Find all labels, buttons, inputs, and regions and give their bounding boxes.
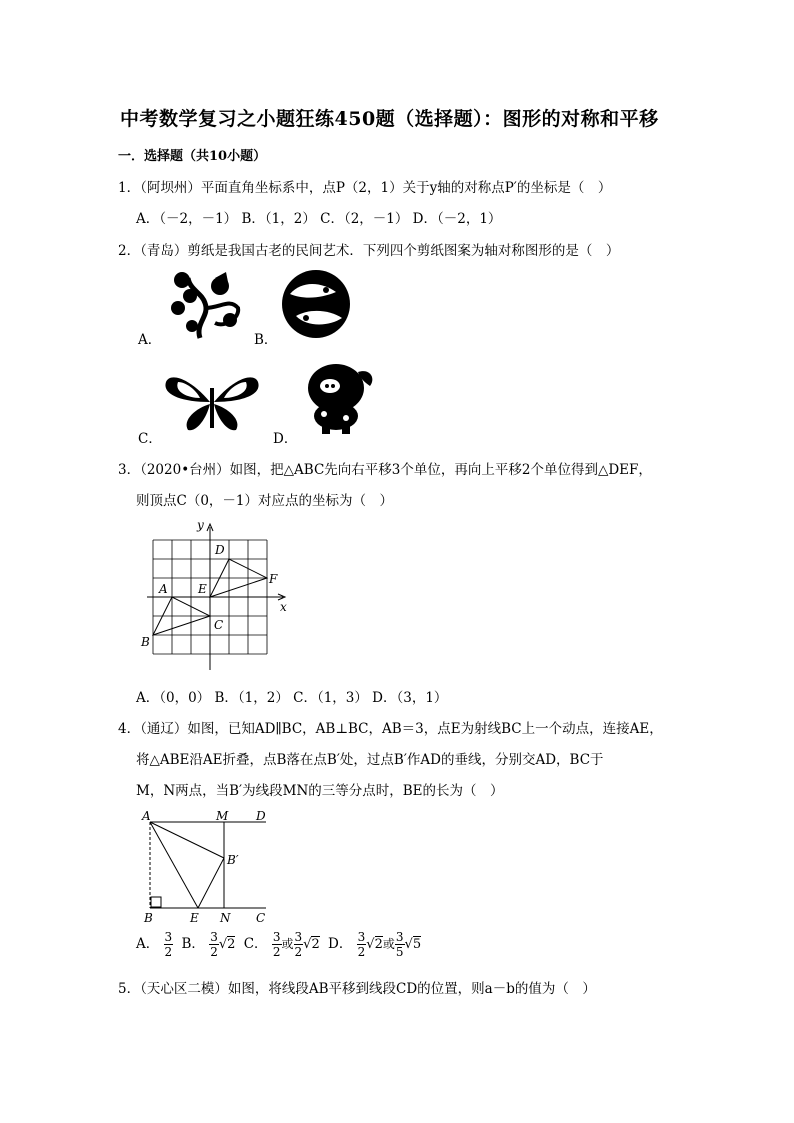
question-2-label-c: C．: [138, 431, 162, 447]
fig3-label-f: F: [269, 572, 278, 586]
fig4-label-b-prime: B′: [227, 853, 239, 867]
q4-option-b-fraction: $\frac{3}{2}$: [210, 930, 218, 959]
fig4-label-c: C: [256, 911, 266, 924]
q4-option-d-fraction-1: $\frac{3}{2}$: [357, 930, 366, 959]
q4-option-a-label: A．: [136, 936, 160, 952]
fig4-label-n: N: [220, 911, 231, 924]
paper-cut-fish-circle-image: [278, 268, 354, 340]
question-1-options: A．（－2，－1） B．（1，2） C．（2，－1） D．（－2，1）: [136, 211, 502, 227]
q4-option-c-label: C．: [243, 936, 268, 952]
fig3-label-b: B: [141, 635, 150, 649]
question-4-fold-figure: [138, 808, 278, 924]
section-heading: 一．选择题（共10小题）: [118, 149, 267, 164]
question-1-text: 1．（阿坝州）平面直角坐标系中，点P（2，1）关于y轴的对称点P′的坐标是（ ）: [118, 180, 612, 196]
q4-option-d-sqrt-1: √2: [366, 937, 383, 952]
question-2-label-d: D．: [273, 431, 298, 447]
paper-cut-plum-branch-image: [160, 268, 250, 340]
q4-option-d-sqrt-2: √5: [404, 937, 422, 952]
question-4-text-line-2: 将△ABE沿AE折叠，点B落在点B′处，过点B′作AD的垂线，分别交AD，BC于: [136, 752, 604, 768]
question-4-text-line-3: M，N两点，当B′为线段MN的三等分点时，BE的长为（ ）: [136, 783, 504, 799]
fig3-label-a: A: [159, 582, 168, 596]
paper-cut-butterfly-image: [160, 368, 264, 434]
fig3-label-d: D: [215, 543, 225, 557]
page-title: 中考数学复习之小题狂练450题（选择题）：图形的对称和平移: [120, 108, 659, 130]
q4-option-b-label: B．: [181, 936, 205, 952]
fig3-label-x: x: [280, 600, 287, 614]
q4-option-a-fraction: $\frac{3}{2}$: [164, 930, 173, 959]
q4-option-c-fraction-2: $\frac{3}{2}$: [294, 930, 303, 959]
question-3-text-line-1: 3．（2020•台州）如图，把△ABC先向右平移3个单位，再向上平移2个单位得到△DEF，: [118, 462, 652, 478]
q4-option-d-label: D．: [328, 936, 353, 952]
fig4-label-e: E: [190, 911, 199, 924]
question-2-text: 2．（青岛）剪纸是我国古老的民间艺术．下列四个剪纸图案为轴对称图形的是（ ）: [118, 243, 620, 259]
question-3-options: A．（0，0） B．（1，2） C．（1，3） D．（3，1）: [136, 690, 448, 706]
question-4-text-line-1: 4．（通辽）如图，已知AD∥BC，AB⊥BC，AB＝3，点E为射线BC上一个动点，连接AE，: [118, 721, 663, 737]
fig4-label-d: D: [256, 809, 266, 823]
question-4-options: A． $\frac{3}{2}$ B． $\frac{3}{2}$ √2 C． $\frac{3}{2}$ 或 $\frac{3}{2}$ √2 D． $\frac{3}{2}$ √2或 $\frac{3}{5}$ √5: [136, 930, 422, 959]
fig4-label-m: M: [216, 809, 229, 823]
q4-option-d-fraction-2: $\frac{3}{5}$: [395, 930, 404, 959]
question-2-label-b: B．: [254, 332, 278, 348]
question-5-text: 5．（天心区二模）如图，将线段AB平移到线段CD的位置，则a－b的值为（ ）: [118, 981, 596, 997]
fig3-label-y: y: [197, 518, 204, 532]
question-3-text-line-2: 则顶点C（0，－1）对应点的坐标为（ ）: [136, 493, 394, 509]
fig4-label-a: A: [142, 809, 151, 823]
fig3-label-c: C: [214, 618, 224, 632]
q4-option-c-fraction-1: $\frac{3}{2}$: [272, 930, 281, 959]
q4-option-c-sqrt: √2: [303, 937, 320, 952]
paper-cut-pig-image: [300, 356, 380, 436]
question-2-label-a: A．: [138, 332, 162, 348]
q4-option-b-sqrt: √2: [218, 937, 236, 952]
fig3-label-e: E: [198, 582, 207, 596]
question-3-grid-figure: [135, 515, 295, 673]
fig4-label-b: B: [144, 911, 153, 924]
